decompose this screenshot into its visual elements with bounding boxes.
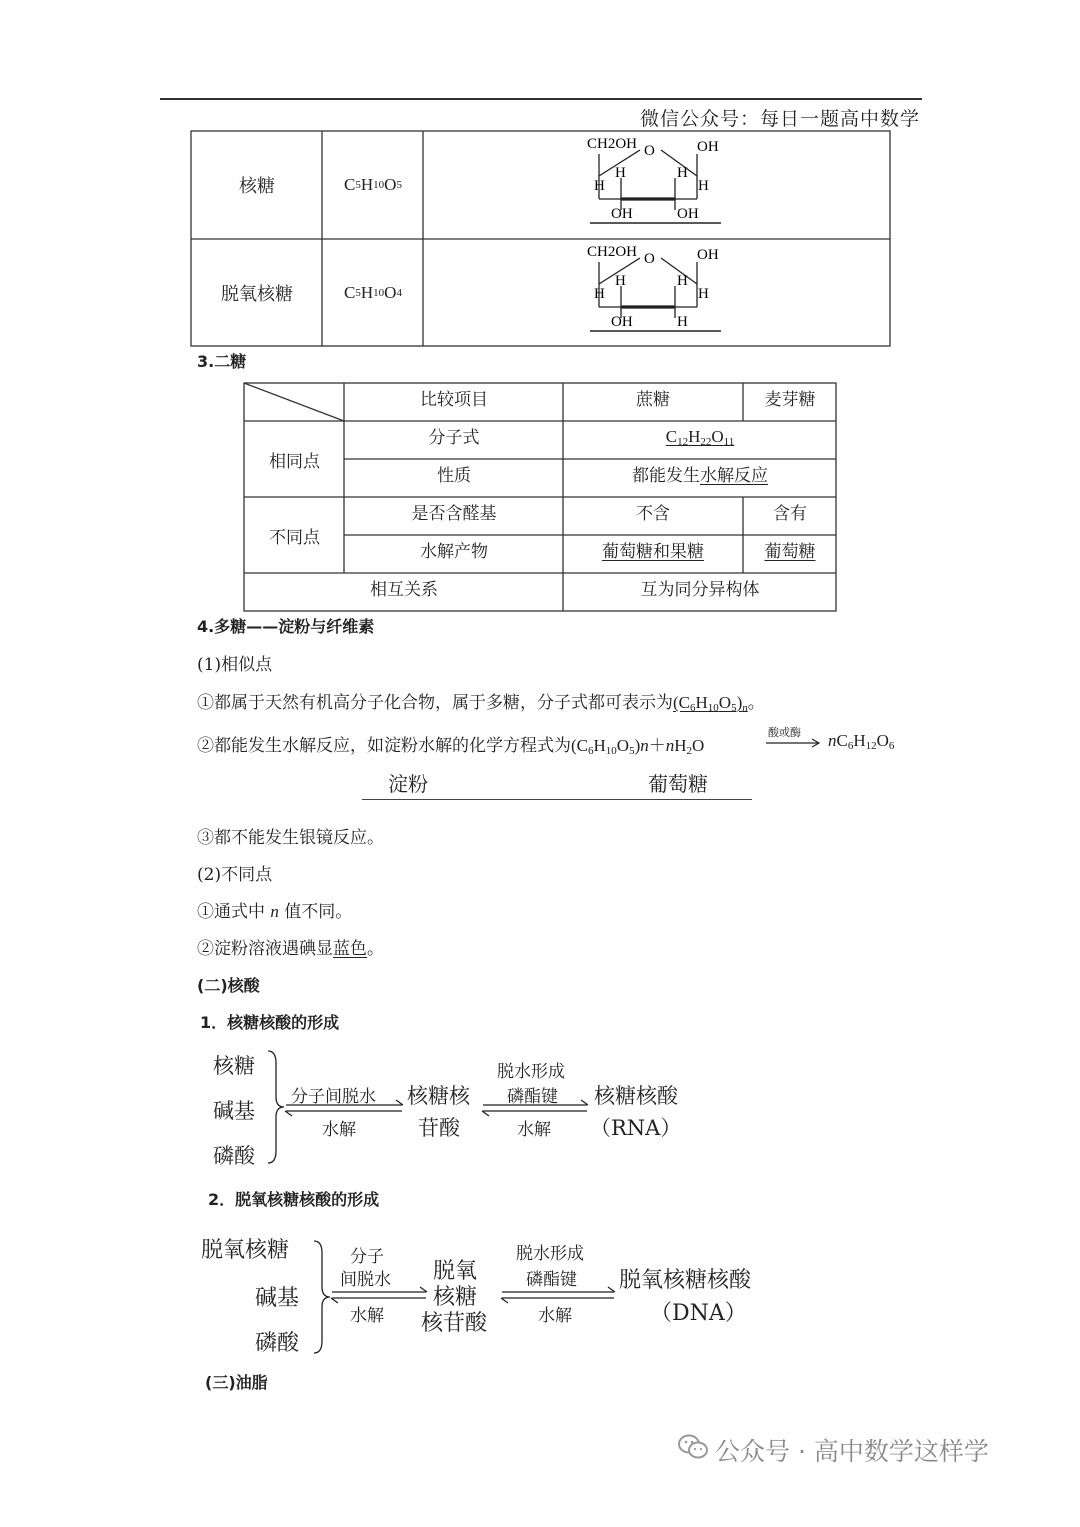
equation-product: $nC_6H_{12}O_6$ bbox=[828, 731, 895, 752]
section-4-heading: 4.多糖——淀粉与纤维素 bbox=[197, 617, 375, 636]
label-starch: 淀粉 bbox=[388, 772, 428, 796]
dna-subheading: 2．脱氧核糖核酸的形成 bbox=[208, 1190, 380, 1209]
row-same-label: 相同点 bbox=[269, 451, 320, 472]
equation-underline bbox=[362, 799, 752, 800]
similar-heading: (1)相似点 bbox=[197, 655, 273, 675]
deoxyribose-ch2oh: CH2OH bbox=[587, 244, 638, 260]
ribose-oh-bottom-right: OH bbox=[677, 206, 699, 222]
deoxyribose-oh-bottom-left: OH bbox=[611, 314, 633, 330]
header-rule bbox=[160, 98, 922, 100]
rna-step2-top1: 脱水形成 bbox=[497, 1062, 565, 1082]
rna-step1-top: 分子间脱水 bbox=[291, 1087, 376, 1107]
deoxyribose-ring-o: O bbox=[644, 251, 655, 267]
deoxyribose-formula: C 5 H 10 O 4 bbox=[344, 283, 402, 302]
deoxyribose-oh-top: OH bbox=[697, 247, 719, 263]
deoxyribose-h-outer-left: H bbox=[594, 286, 605, 302]
rna-input-base: 碱基 bbox=[213, 1099, 255, 1123]
wechat-icon bbox=[677, 1433, 709, 1461]
dna-input-base: 碱基 bbox=[255, 1286, 300, 1311]
row-relation-label: 相互关系 bbox=[370, 579, 438, 600]
hydrolysis-sucrose: 葡萄糖和果糖 bbox=[602, 541, 704, 562]
ribose-h-outer-left: H bbox=[594, 178, 605, 194]
dna-input-phosphate: 磷酸 bbox=[255, 1331, 300, 1356]
nucleic-heading: (二)核酸 bbox=[197, 976, 260, 995]
diff-item-2: ②淀粉溶液遇碘显蓝色。 bbox=[197, 939, 384, 959]
dna-product: 脱氧核糖核酸 bbox=[619, 1268, 752, 1293]
aldehyde-sucrose: 不含 bbox=[636, 503, 670, 524]
equation-arrow bbox=[766, 738, 822, 748]
dna-step2-bottom: 水解 bbox=[538, 1306, 572, 1326]
ribose-h-inner-left: H bbox=[615, 165, 626, 181]
section-3-heading: 3.二糖 bbox=[197, 352, 247, 371]
disaccharide-formula: $C_{12}H_{22}O_{11}$ bbox=[665, 426, 735, 448]
ribose-h-inner-right: H bbox=[677, 165, 688, 181]
ribose-oh-bottom-left: OH bbox=[611, 206, 633, 222]
dna-step1-top1: 分子 bbox=[350, 1247, 384, 1267]
rna-intermediate-2: 苷酸 bbox=[418, 1116, 460, 1140]
rna-step2-bottom: 水解 bbox=[517, 1120, 551, 1140]
watermark-text: 公众号 · 高中数学这样学 bbox=[715, 1437, 989, 1466]
rna-step2-top2: 磷酯键 bbox=[507, 1087, 558, 1107]
hydrolysis-maltose: 葡萄糖 bbox=[764, 541, 816, 562]
row-property-value: 都能发生 水解反应 bbox=[632, 465, 768, 486]
deoxyribose-h-inner-right: H bbox=[677, 273, 688, 289]
deoxyribose-name: 脱氧核糖 bbox=[221, 284, 293, 305]
dna-step1-top2: 间脱水 bbox=[340, 1270, 391, 1290]
row-property-label: 性质 bbox=[437, 465, 471, 486]
ribose-structure bbox=[585, 132, 735, 232]
col-sucrose: 蔗糖 bbox=[636, 389, 670, 410]
row-diff-label: 不同点 bbox=[269, 527, 320, 548]
row-hydrolysis-label: 水解产物 bbox=[420, 541, 488, 562]
catalyst-label: 酸或酶 bbox=[768, 726, 801, 739]
aldehyde-maltose: 含有 bbox=[773, 503, 807, 524]
similar-item-2: ②都能发生水解反应，如淀粉水解的化学方程式为$(C_6H_{10}O_5)n+nH_2O$ bbox=[197, 736, 705, 757]
diff-item-1: ①通式中 n 值不同。 bbox=[197, 902, 353, 922]
dna-step1-bottom: 水解 bbox=[350, 1306, 384, 1326]
rna-intermediate-1: 核糖核 bbox=[407, 1084, 470, 1108]
rna-input-ribose: 核糖 bbox=[213, 1054, 255, 1078]
dna-step2-top2: 磷酯键 bbox=[526, 1270, 577, 1290]
dna-step2-top1: 脱水形成 bbox=[516, 1244, 584, 1264]
row-relation-value: 互为同分异构体 bbox=[640, 579, 760, 600]
header-title: 微信公众号：每日一题高中数学 bbox=[639, 108, 920, 130]
rna-product: 核糖核酸 bbox=[594, 1084, 678, 1108]
dna-product-abbr: （DNA） bbox=[650, 1301, 747, 1326]
deoxyribose-h-outer-right: H bbox=[698, 286, 709, 302]
diff-heading: (2)不同点 bbox=[197, 865, 273, 885]
ribose-ring-o: O bbox=[644, 143, 655, 159]
row-aldehyde-label: 是否含醛基 bbox=[411, 503, 497, 524]
ribose-oh-top: OH bbox=[697, 139, 719, 155]
deoxyribose-h-inner-left: H bbox=[615, 273, 626, 289]
row-formula-label: 分子式 bbox=[428, 427, 480, 448]
dna-intermediate-1: 脱氧 bbox=[433, 1259, 478, 1284]
deoxyribose-h-bottom-right: H bbox=[677, 314, 688, 330]
rna-step1-bottom: 水解 bbox=[322, 1120, 356, 1140]
label-glucose: 葡萄糖 bbox=[648, 772, 708, 796]
ribose-h-outer-right: H bbox=[698, 178, 709, 194]
similar-item-1: ①都属于天然有机高分子化合物，属于多糖，分子式都可表示为$(C_6H_{10}O_5)_n$。 bbox=[197, 693, 765, 714]
dna-intermediate-3: 核苷酸 bbox=[421, 1311, 488, 1336]
col-compare-item: 比较项目 bbox=[420, 389, 488, 410]
dna-input-deoxyribose: 脱氧核糖 bbox=[201, 1238, 290, 1263]
similar-item-3: ③都不能发生银镜反应。 bbox=[197, 828, 384, 848]
dna-intermediate-2: 核糖 bbox=[433, 1285, 478, 1310]
rna-product-abbr: （RNA） bbox=[590, 1116, 682, 1140]
col-maltose: 麦芽糖 bbox=[764, 389, 816, 410]
rna-input-phosphate: 磷酸 bbox=[213, 1144, 255, 1168]
rna-subheading: 1．核糖核酸的形成 bbox=[200, 1013, 340, 1032]
rna-brace-arrows bbox=[262, 1045, 422, 1170]
lipid-heading: (三)油脂 bbox=[205, 1373, 268, 1392]
deoxyribose-structure bbox=[585, 240, 735, 340]
ribose-name: 核糖 bbox=[239, 176, 275, 197]
ribose-ch2oh: CH2OH bbox=[587, 136, 638, 152]
ribose-formula: C 5 H 10 O 5 bbox=[344, 175, 402, 194]
